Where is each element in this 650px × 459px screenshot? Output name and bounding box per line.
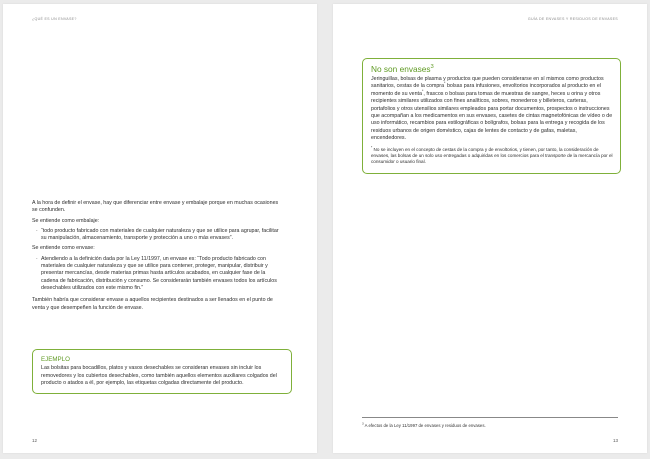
footnote-divider (362, 417, 618, 418)
example-box (32, 349, 292, 394)
heading-footnote-ref: 3 (430, 64, 434, 71)
not-packaging-heading-text: No son envases (371, 64, 431, 74)
page-number: 12 (32, 438, 38, 443)
embalaje-definition-text: “todo producto fabricado con materiales de cualquier naturaleza y que se utilice para agrupar, facilitar su manipulación, almacenamiento, transporte y protección a uno o más envases”. (41, 227, 279, 242)
page-number: 13 (612, 438, 618, 443)
text-segment: bolsas para infusiones, envoltorios incorporados al producto en el momento de su venta (371, 83, 601, 97)
intro-paragraph: A la hora de definir el envase, hay que diferenciar entre envase y embalaje porque en muchas ocasiones se confunden. (32, 200, 279, 214)
closing-paragraph: También habría que considerar envase a aquellos recipientes destinados a ser llenados en el punto de venta y que desempeñen la función de envase. (32, 297, 273, 311)
asterisk-ref: * (421, 89, 424, 94)
text-segment: , frascos o bolsas para tomas de muestras de sangre, heces u orina y otros recipientes similares utilizados con fines analíticos, sobres, monederos y billeteros, carteras, portafolios y otros utensilios similares empleados para portar documentos, prospectos o instrucciones que acompañan a los medicamentos en sus envases, casetes de cintas magnetofónicas de vídeo o de uso informático, recambios para estilográficas o bolígrafos, bolsas para la entrega y recogida de los residuos urbanos de origen doméstico, cajas de lentes de contacto y de gafas, maletas, encendedores. (371, 90, 613, 142)
embalaje-label: Se entiende como embalaje: (32, 217, 100, 224)
asterisk-mark: * (371, 145, 373, 150)
asterisk-note-text: No se incluyen en el concepto de cestas de la compra y de envoltorios, y tienen, por tanto, la consideración de envases, las bolsas de un solo uso entregadas o adquiridas en los comercios para el transporte de la mercancía por el consumidor o usuario final. (371, 146, 613, 165)
embalaje-definition: · “todo producto fabricado con materiales de cualquier naturaleza y que se utilice para agrupar, facilitar su manipulación, almacenamiento, transporte y protección a uno o más envases”. (36, 227, 279, 242)
footnote-text: A efectos de la Ley 11/1997 de envases y residuos de envases. (363, 423, 486, 428)
envase-definition-text: Atendiendo a la definición dada por la Ley 11/1997, un envase es: “Todo producto fabricado con materiales de cualquier naturaleza y que se utilice para contener, proteger, manipular, distribuir y presentar mercancías, desde materias primas hasta artículos acabados, en cualquier fase de la cadena de fabricación, distribución y consumo. Se considerarán también envases todos los artículos desechables utilizados con este mismo fin.” (41, 255, 277, 291)
body-text (32, 200, 284, 315)
footnote (362, 423, 486, 428)
right-page (333, 4, 647, 453)
text-segment: Jeringuillas, bolsas de plasma y productos que pueden considerarse en sí mismos como productos sanitarios, cestas de la compra (371, 76, 604, 90)
example-heading: EJEMPLO (41, 356, 70, 363)
envase-label: Se entiende como envase: (32, 245, 95, 252)
left-page (3, 4, 317, 453)
not-packaging-box (362, 58, 621, 174)
running-head: GUÍA DE ENVASES Y RESIDUOS DE ENVASES (527, 17, 618, 21)
asterisk-ref: * (444, 81, 446, 86)
footnote-mark: 3 (362, 421, 364, 426)
not-packaging-heading (371, 64, 613, 74)
running-head: ¿QUÉ ES UN ENVASE? (32, 17, 77, 21)
example-text: Las bolsitas para bocadillos, platos y vasos desechables se consideran envases sin incluir los removedores y los cubiertos desechables, como también aquellos elementos auxiliares colgados del producto o atados a él, por ejemplo, las etiquetas colgadas directamente del producto. (41, 365, 277, 386)
not-packaging-text (371, 76, 613, 143)
envase-definition: · Atendiendo a la definición dada por la Ley 11/1997, un envase es: “Todo producto fabricado con materiales de cualquier naturaleza y que se utilice para contener, proteger, manipular, distribuir y presentar mercancías, desde materias primas hasta artículos acabados, en cualquier fase de la cadena de fabricación, distribución y consumo. Se considerarán también envases todos los artículos desechables utilizados con este mismo fin.” (36, 255, 277, 291)
asterisk-note (371, 147, 613, 166)
